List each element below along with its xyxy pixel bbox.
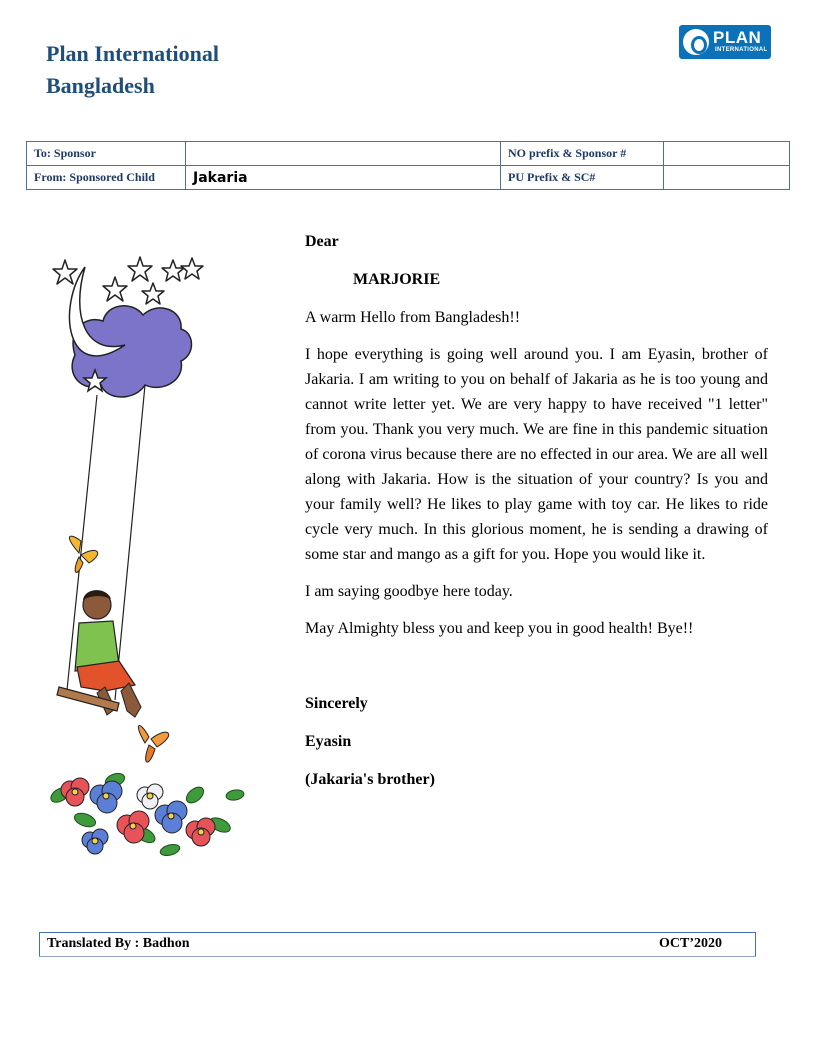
plan-logo-icon xyxy=(683,29,709,55)
star-icon xyxy=(181,258,203,279)
from-label: From: Sponsored Child xyxy=(27,166,186,190)
footer-divider xyxy=(39,956,756,957)
letter-body xyxy=(305,229,768,792)
star-icon xyxy=(53,260,77,284)
logo-subtext: INTERNATIONAL xyxy=(715,47,768,53)
star-icon xyxy=(103,277,127,301)
butterfly-icon xyxy=(138,726,168,763)
pu-prefix-label: PU Prefix & SC# xyxy=(501,166,664,190)
logo-text: PLAN xyxy=(713,28,762,47)
recipient-name: MARJORIE xyxy=(353,271,441,288)
sponsor-number-label: NO prefix & Sponsor # xyxy=(501,142,664,166)
plan-logo xyxy=(679,25,771,59)
star-icon xyxy=(162,260,184,281)
pu-prefix-value xyxy=(664,166,790,190)
translation-footer xyxy=(39,932,756,957)
signature-relation: (Jakaria's brother) xyxy=(305,771,435,788)
goodbye-line: I am saying goodbye here today. xyxy=(305,583,513,600)
sponsor-number-value xyxy=(664,142,790,166)
star-icon xyxy=(128,257,152,281)
butterfly-icon xyxy=(69,536,97,572)
flower-icon xyxy=(186,818,215,846)
table-row xyxy=(27,166,790,190)
to-value xyxy=(186,142,501,166)
organization-country: Bangladesh xyxy=(46,73,155,98)
translator-credit: Translated By : Badhon xyxy=(47,936,190,951)
star-icon xyxy=(142,283,164,304)
from-value: Jakaria xyxy=(186,166,501,190)
salutation: Dear xyxy=(305,233,339,250)
greeting: A warm Hello from Bangladesh!! xyxy=(305,309,521,326)
flower-icon xyxy=(82,829,108,854)
blessing-line: May Almighty bless you and keep you in good health! Bye!! xyxy=(305,620,694,637)
flower-icon xyxy=(155,801,187,833)
signature: Eyasin xyxy=(305,733,352,750)
table-row xyxy=(27,142,790,166)
flower-icon xyxy=(137,784,163,809)
to-label: To: Sponsor xyxy=(27,142,186,166)
child-swing-illustration xyxy=(45,235,250,865)
flower-icon xyxy=(90,781,122,813)
letter-paragraph: I hope everything is going well around you. I am Eyasin, brother of Jakaria. I am writing to you on behalf of Jakaria as he is too young and cannot write letter yet. We are very happy to have received "1 letter" from you. Thank you very much. We are fine in this pandemic situation of corona virus because there are no effected in our area. We are all well along with Jakaria. How is the situation of your country? Is you and your family well? He likes to play game with toy car. He likes to ride cycle very much. In this glorious moment, he is sending a drawing of some star and mango as a gift for you. Hope you would like it. xyxy=(305,346,768,563)
organization-title xyxy=(46,38,219,102)
sponsor-info-table xyxy=(26,141,790,190)
flower-icon xyxy=(61,778,89,806)
translation-date: OCT’2020 xyxy=(659,936,722,951)
organization-name: Plan International xyxy=(46,41,219,66)
closing: Sincerely xyxy=(305,695,368,712)
